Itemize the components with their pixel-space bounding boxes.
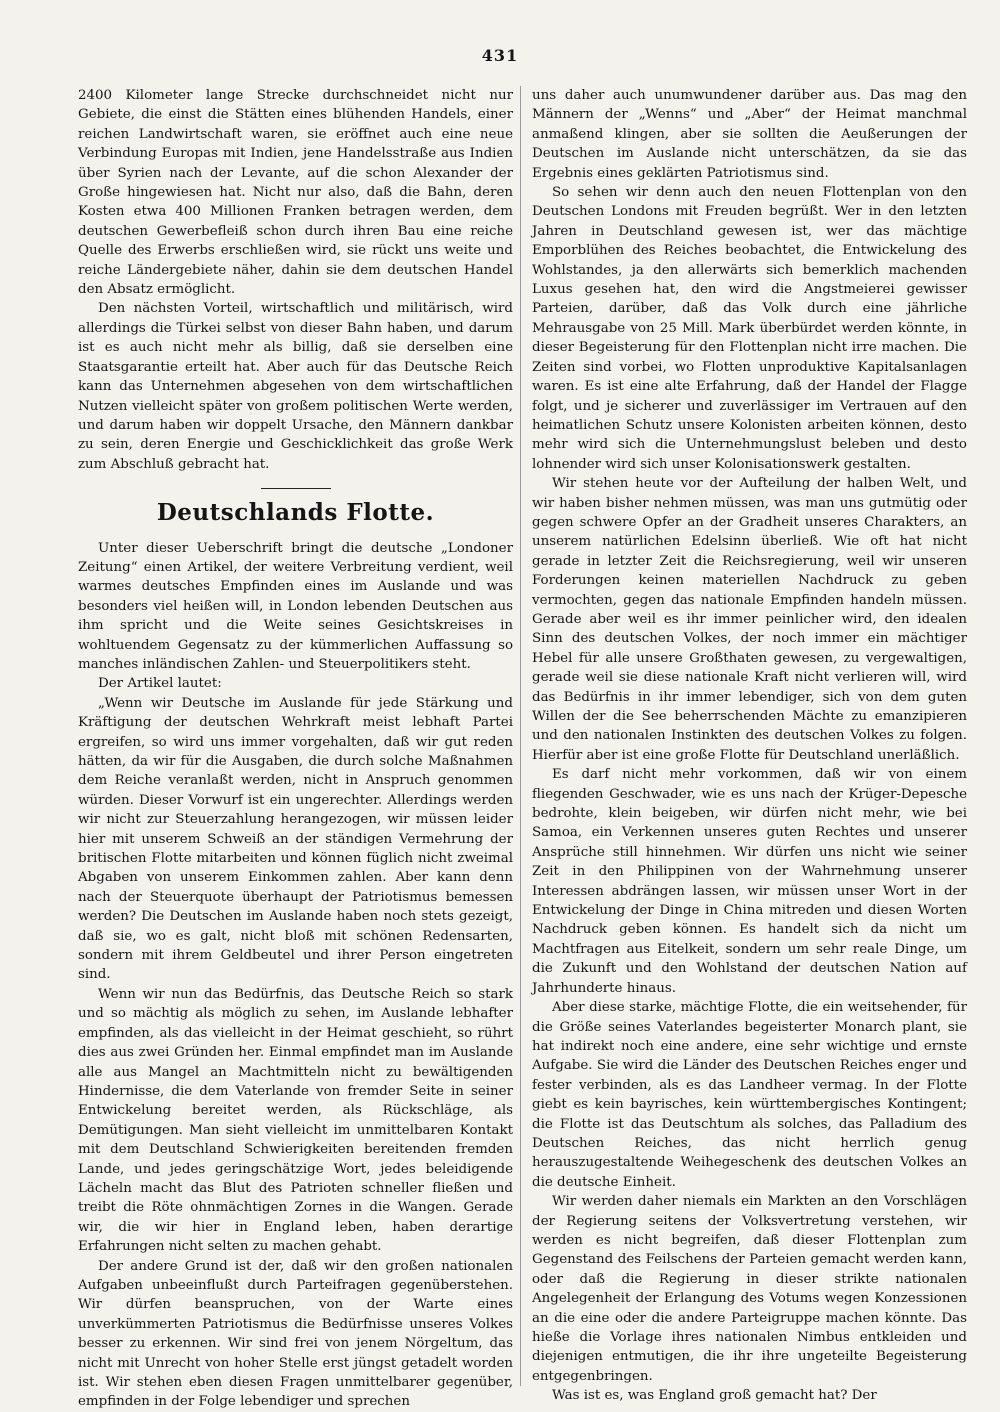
left-paragraph: Der Artikel lautet: [98, 676, 222, 692]
column-rule [520, 86, 521, 1386]
article-heading: Deutschlands Flotte. [156, 499, 435, 527]
page-number: 431 [481, 46, 519, 65]
right-paragraph: uns daher auch unumwundener darüber aus. Das mag den Männern der „Wenns“ und „Aber“ der Heimat manchmal anmaßend klingen, aber sie sollten die Aeußerungen der Deutschen im Auslande nicht unterschätzen, da sie das Ergebnis eines geklärten Patriotismus sind. [532, 88, 967, 181]
right-column [532, 86, 967, 1404]
right-paragraph: Wir werden daher niemals ein Markten an den Vorschlägen der Regierung seitens der Volksvertretung verstehen, wir werden es nicht begreifen, daß dieser Flottenplan zum Gegenstand des Feilschens der Parteien gemacht werden kann, oder daß die Regierung in dieser strikte nationalen Angelegenheit der Erlangung des Votums wegen Konzessionen an die eine oder die andere Parteigruppe machen könnte. Das hieße die Vorlage ihres nationalen Nimbus entkleiden und diejenigen entmutigen, die ihr ihre ungeteilte Begeisterung entgegenbringen. [532, 1194, 967, 1384]
right-paragraph: Es darf nicht mehr vorkommen, daß wir von einem fliegenden Geschwader, wie es uns nach der Krüger-Depesche bedrohte, klein beigeben, wir dürfen nicht mehr, wie bei Samoa, ein Verkennen unseres guten Rechtes und unserer Ansprüche still hinnehmen. Wir dürfen uns nicht wie seiner Zeit in den Philippinen von der Wahrnehmung unserer Interessen abdrängen lassen, wir müssen unser Wort in der Entwickelung der Dinge in China mitreden und diesen Worten Nachdruck geben können. Es handelt sich da nicht um Machtfragen aus Eitelkeit, sondern um sehr reale Dinge, um die Zukunft und den Wohlstand der deutschen Nation auf Jahrhunderte hinaus. [532, 767, 967, 996]
left-paragraph: Den nächsten Vorteil, wirtschaftlich und militärisch, wird allerdings die Türkei selbst von dieser Bahn haben, und darum ist es auch nicht mehr als billig, daß sie derselben eine Staatsgarantie erteilt hat. Aber auch für das Deutsche Reich kann das Unternehmen abgesehen von dem wirtschaftlichen Nutzen vielleicht später von großem politischen Werte werden, und darum haben wir doppelt Ursache, den Männern dankbar zu sein, deren Energie und Geschicklichkeit das große Werk zum Abschluß gebracht hat. [78, 301, 513, 472]
right-paragraph: Was ist es, was England groß gemacht hat? Der [552, 1388, 877, 1404]
right-paragraph: So sehen wir denn auch den neuen Flottenplan von den Deutschen Londons mit Freuden begrüßt. Wer in den letzten Jahren in Deutschland gewesen ist, wer das mächtige Emporblühen des Reiches beobachtet, die Entwickelung des Wohlstandes, ja den allerwärts sich bemerklich machenden Luxus gesehen hat, den wird die Angstmeierei gewisser Parteien, darüber, daß das Volk durch eine jährliche Mehrausgabe von 25 Mill. Mark überbürdet werden könnte, in dieser Begeisterung für den Flottenplan nicht irre machen. Die Zeiten sind vorbei, wo Flotten unproduktive Kapitalsanlagen waren. Es ist eine alte Erfahrung, daß der Handel der Flagge folgt, und je sicherer und zuverlässiger im Vertrauen auf den heimatlichen Schutz unsere Kolonisten arbeiten können, desto mehr wird sich die Unternehmungslust beleben und desto lohnender wird sich unser Kolonisationswerk gestalten. [532, 185, 967, 472]
left-paragraph: Wenn wir nun das Bedürfnis, das Deutsche Reich so stark und so mächtig als möglich zu sehen, im Auslande lebhafter empfinden, als das vielleicht in der Heimat geschieht, so rührt dies aus zwei Gründen her. Einmal empfindet man im Auslande alle aus Mangel an Machtmitteln nicht zu bewältigenden Hindernisse, die dem Vaterlande von fremder Seite in seiner Entwickelung bereitet werden, als Rückschläge, als Demütigungen. Man sieht vielleicht im unmittelbaren Kontakt mit dem Deutschland Schwierigkeiten bereitenden fremden Lande, und jedes geringschätzige Wort, jedes beleidigende Lächeln macht das Blut des Patrioten schneller fließen und treibt die Röte ohnmächtigen Zornes in die Wangen. Gerade wir, die wir hier in England leben, haben derartige Erfahrungen nicht selten zu machen gehabt. [78, 986, 513, 1255]
left-paragraph: 2400 Kilometer lange Strecke durchschneidet nicht nur Gebiete, die einst die Stätten eines blühenden Handels, einer reichen Landwirtschaft waren, sie eröffnet auch eine neue Verbindung Europas mit Indien, jene Handelsstraße aus Indien über Syrien nach der Levante, auf die schon Alexander der Große hingewiesen hat. Nicht nur also, daß die Bahn, deren Kosten etwa 400 Millionen Franken betragen werden, dem deutschen Gewerbefleiß schon durch ihren Bau eine reiche Quelle des Erwerbs erschließen wird, sie rückt uns weite und reiche Ländergebiete näher, dahin sie dem deutschen Handel den Absatz ermöglicht. [78, 88, 513, 298]
section-divider [261, 488, 331, 489]
right-paragraph: Wir stehen heute vor der Aufteilung der halben Welt, und wir haben bisher nehmen müssen, was man uns gutmütig oder gegen schwere Opfer an der Gradheit unseres Charakters, an unserem natürlichen Edelsinn überließ. Wie oft hat nicht gerade in letzter Zeit die Reichsregierung, weil wir unseren Forderungen keinen materiellen Nachdruck zu geben vermochten, gegen das nationale Empfinden handeln müssen. Gerade aber weil es ihr immer peinlicher wird, den idealen Sinn des deutschen Volkes, der noch immer ein mächtiger Hebel für alle unsere Großthaten gewesen, zu vergewaltigen, gerade weil sie diese nationale Kraft nicht verlieren will, wird das Bedürfnis in ihr immer lebendiger, sich von dem guten Willen der die See beherrschenden Mächte zu emanzipieren und den nationalen Instinkten des deutschen Volkes zu folgen. Hierfür aber ist eine große Flotte für Deutschland unerläßlich. [532, 476, 967, 763]
left-paragraph: Unter dieser Ueberschrift bringt die deutsche „Londoner Zeitung“ einen Artikel, der weitere Verbreitung verdient, weil warmes deutsches Empfinden eines im Auslande und was besonders viel heißen will, in London lebenden Deutschen aus ihm spricht und die Weite seines Gesichtskreises in wohltuendem Gegensatz zu der kümmerlichen Auffassung so manches inländischen Zahlen- und Steuerpolitikers steht. [78, 540, 513, 672]
left-paragraph: „Wenn wir Deutsche im Auslande für jede Stärkung und Kräftigung der deutschen Wehrkraft meist lebhaft Partei ergreifen, so wird uns immer vorgehalten, daß wir gut reden hätten, da wir für die Ausgaben, die durch solche Maßnahmen dem Reiche veranlaßt werden, nicht in Anspruch genommen würden. Dieser Vorwurf ist ein ungerechter. Allerdings werden wir nicht zur Steuerzahlung herangezogen, wir müssen leider hier mit unserem Schweiß an der ständigen Vermehrung der britischen Flotte mitarbeiten und können füglich nicht zweimal Abgaben von unserem Einkommen zahlen. Aber kann denn nach der Steuerquote überhaupt der Patriotismus bemessen werden? Die Deutschen im Auslande haben noch stets gezeigt, daß sie, wo es galt, nicht bloß mit schönen Redensarten, sondern mit ihrem Geldbeutel und ihrer Person eingetreten sind. [78, 695, 513, 983]
right-paragraph: Aber diese starke, mächtige Flotte, die ein weitsehender, für die Größe seines Vaterlandes begeisterter Monarch plant, sie hat indirekt noch eine andere, eine sehr wichtige und ernste Aufgabe. Sie wird die Länder des Deutschen Reiches enger und fester verbinden, als es das Landheer vermag. In der Flotte giebt es kein bayrisches, kein württembergisches Kontingent; die Flotte ist das Deutschtum als solches, das Palladium des Deutschen Reiches, das nicht herrlich genug herauszugestaltende Weihegeschenk des deutschen Volkes an die deutsche Einheit. [532, 1000, 967, 1190]
left-paragraph: Der andere Grund ist der, daß wir den großen nationalen Aufgaben unbeeinflußt durch Parteifragen gegenüberstehen. Wir dürfen beanspruchen, von der Warte eines unverkümmerten Patriotismus die Bedürfnisse unseres Volkes besser zu erkennen. Wir sind frei von jenem Nörgeltum, das nicht mit Unrecht von hoher Stelle erst jüngst getadelt worden ist. Wir stehen eben diesen Fragen unmittelbarer gegenüber, empfinden in der Folge lebendiger und sprechen [78, 1258, 513, 1410]
left-column [78, 86, 513, 1410]
